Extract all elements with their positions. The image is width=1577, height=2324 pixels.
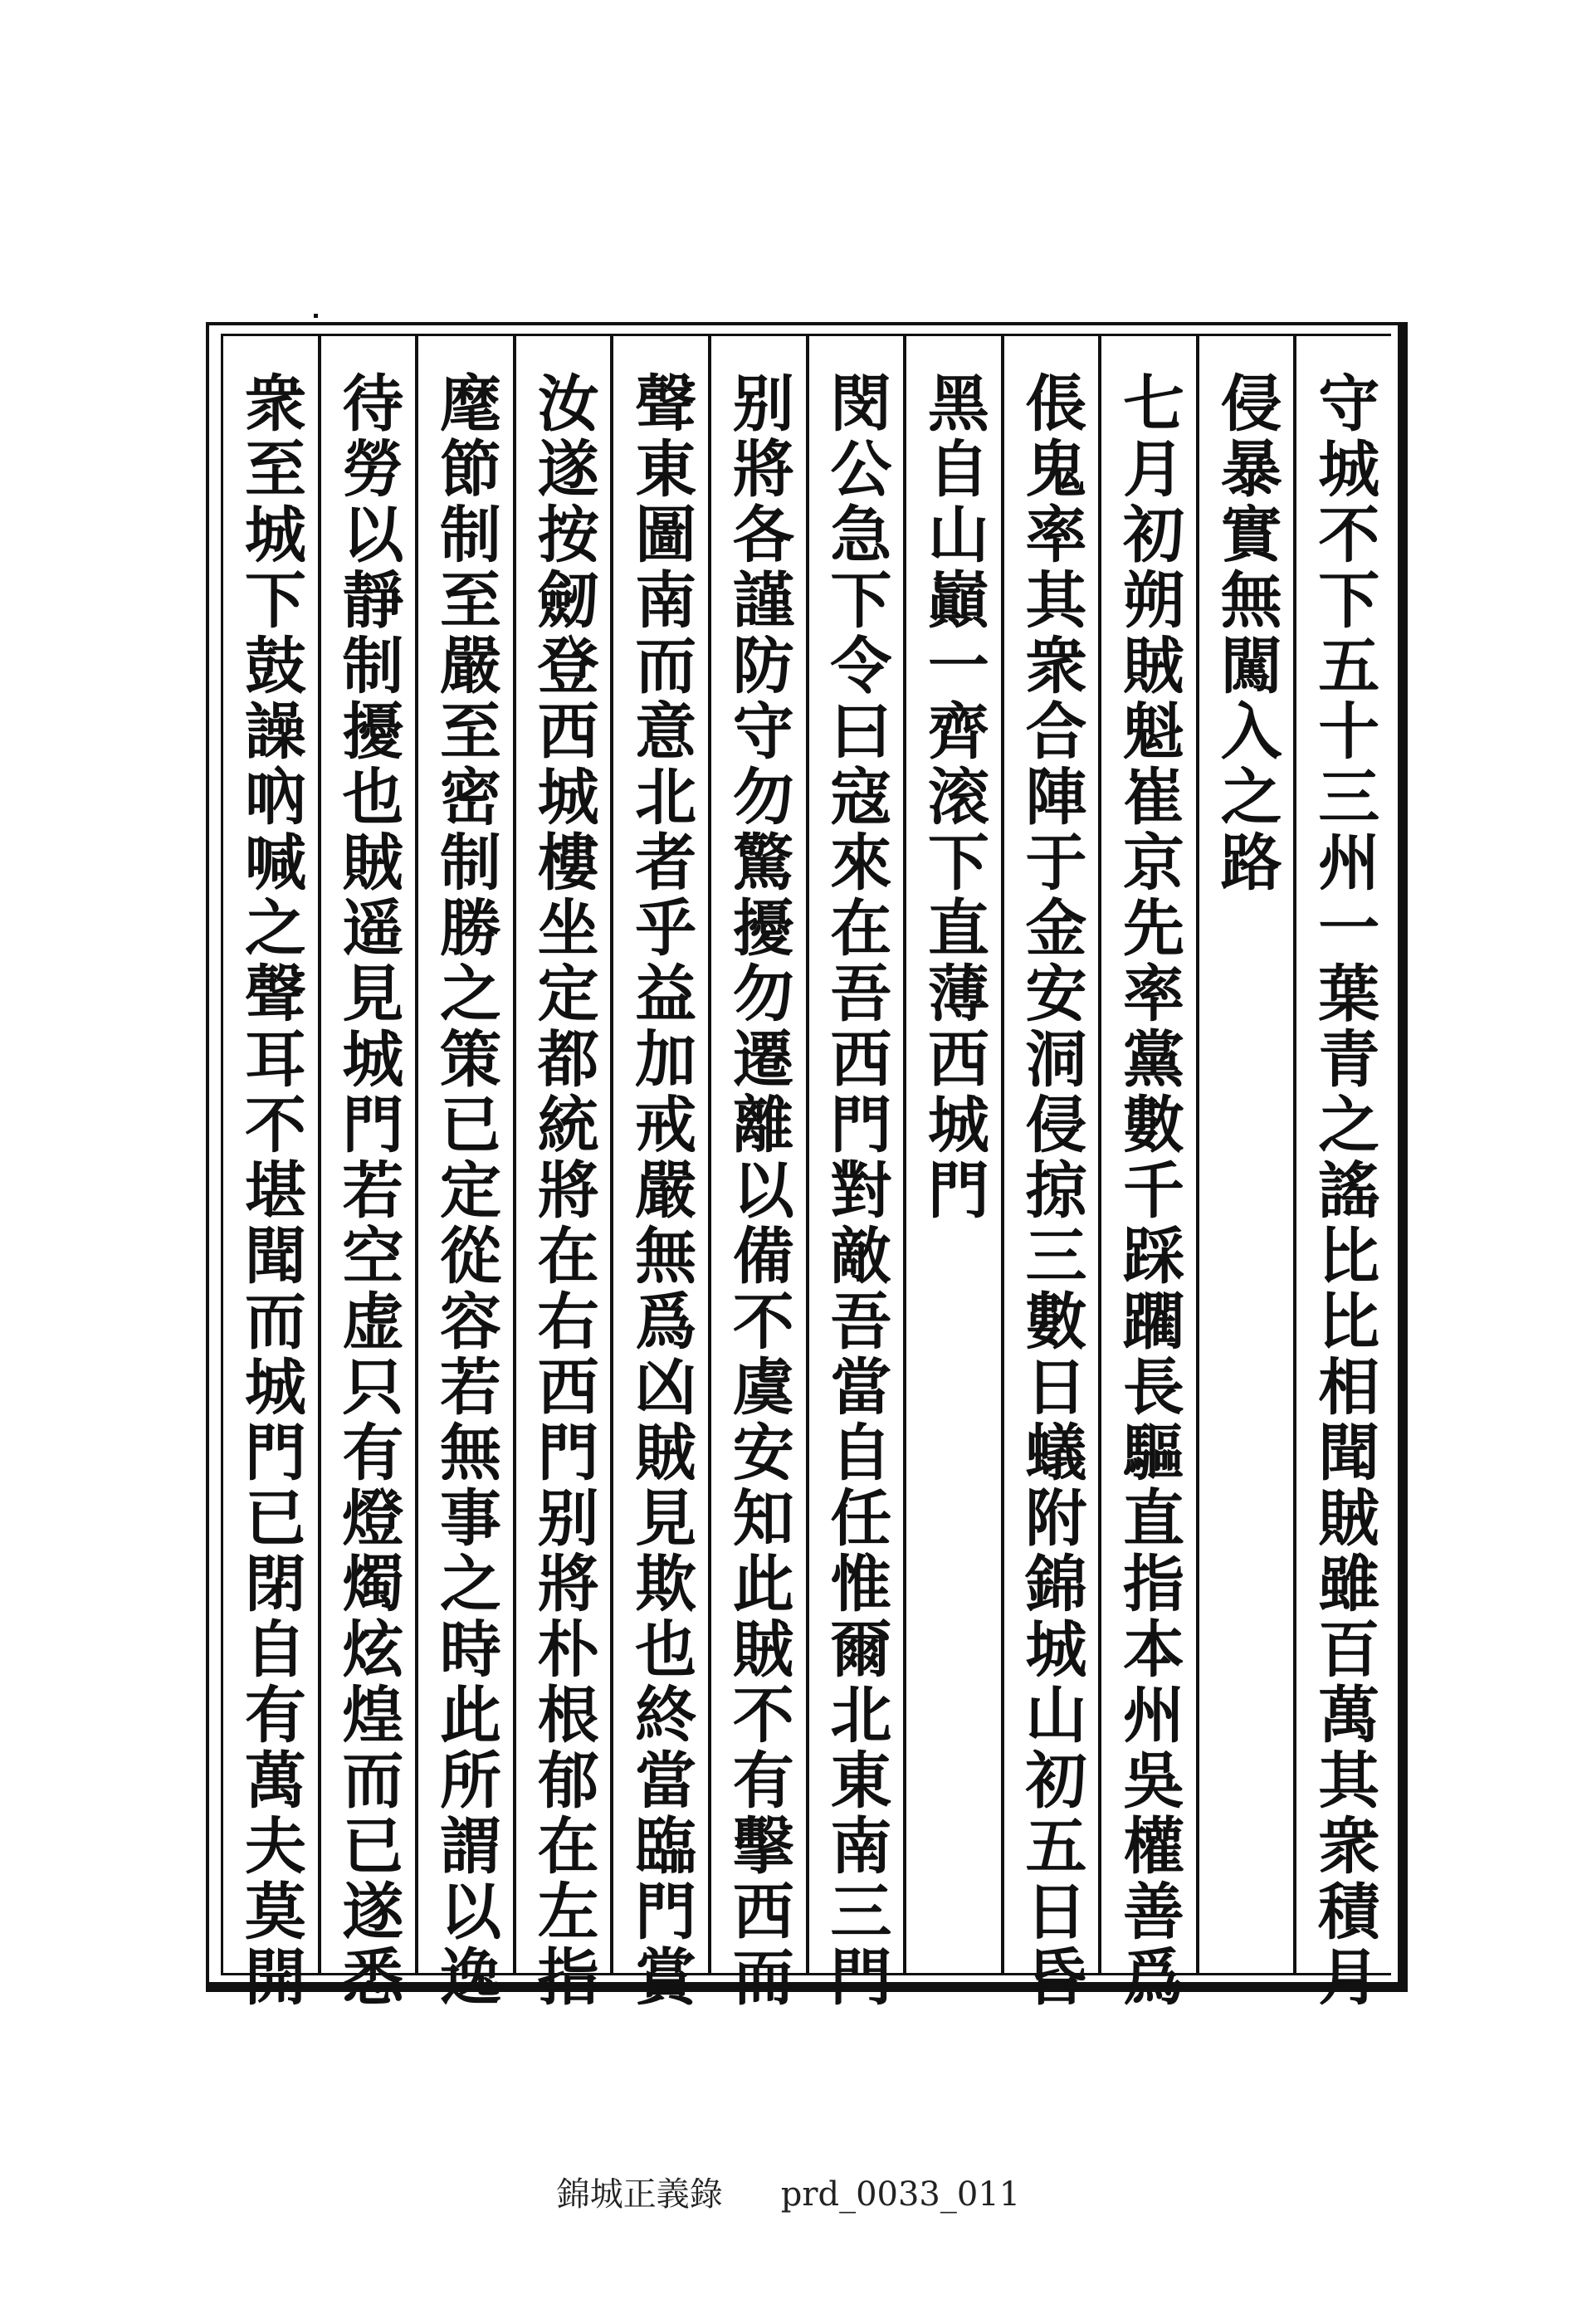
text-column-7 bbox=[708, 336, 806, 2010]
page-caption bbox=[0, 2168, 1577, 2215]
text-column-6 bbox=[806, 336, 904, 2010]
column-text: 倀鬼率其衆合陣于金安洞侵掠三數日蟻附錦城山初五日昏 bbox=[1015, 371, 1087, 2010]
text-column-4 bbox=[1001, 336, 1099, 2010]
text-column-12 bbox=[223, 336, 318, 2010]
column-text: 聲東圖南而意北者乎益加戒嚴無爲凶賊見欺也終當臨門賞 bbox=[625, 371, 697, 2010]
text-column-3 bbox=[1098, 336, 1196, 2010]
column-text: 閔公急下令曰寇來在吾西門對敵吾當自任惟爾北東南三門 bbox=[820, 371, 892, 2010]
text-column-8 bbox=[610, 336, 708, 2010]
book-title: 錦城正義錄 bbox=[556, 2175, 723, 2214]
text-column-1 bbox=[1293, 336, 1391, 2010]
page-id: prd_0033_011 bbox=[780, 2175, 1021, 2214]
column-text: 待勞以靜制擾也賊遥見城門若空虚只有燈燭炫煌而已遂悉 bbox=[332, 371, 404, 2010]
ink-speck bbox=[314, 314, 318, 318]
column-text: 守城不下五十三州一葉青之謠比比相聞賊雖百萬其衆積月 bbox=[1308, 371, 1380, 2010]
column-text: 麾節制至嚴至密制勝之策已定從容若無事之時此所謂以逸 bbox=[430, 371, 501, 2010]
text-columns bbox=[221, 334, 1391, 2010]
text-column-5 bbox=[903, 336, 1001, 1973]
column-text: 别將各謹防守勿驚擾勿遷離以備不虞安知此賊不有擊西而 bbox=[722, 371, 794, 2010]
column-text: 汝遂按劒登西城樓坐定都統將在右西門别將朴根郁在左指 bbox=[527, 371, 599, 2010]
text-column-11 bbox=[318, 336, 416, 2010]
text-column-9 bbox=[513, 336, 611, 2010]
column-text: 黑自山巓一齊滚下直薄西城門 bbox=[917, 371, 989, 1223]
text-column-10 bbox=[415, 336, 513, 2010]
text-column-2 bbox=[1196, 336, 1294, 1973]
column-text: 七月初朔賊魁崔京先率黨數千踩躙長驅直指本州吳權善爲 bbox=[1113, 371, 1185, 2010]
column-text: 衆至城下鼓譟吶喊之聲耳不堪聞而城門已閉自有萬夫莫開 bbox=[234, 371, 306, 2010]
page-border bbox=[206, 322, 1408, 2010]
column-text: 侵暴實無闖入之路 bbox=[1210, 371, 1282, 896]
